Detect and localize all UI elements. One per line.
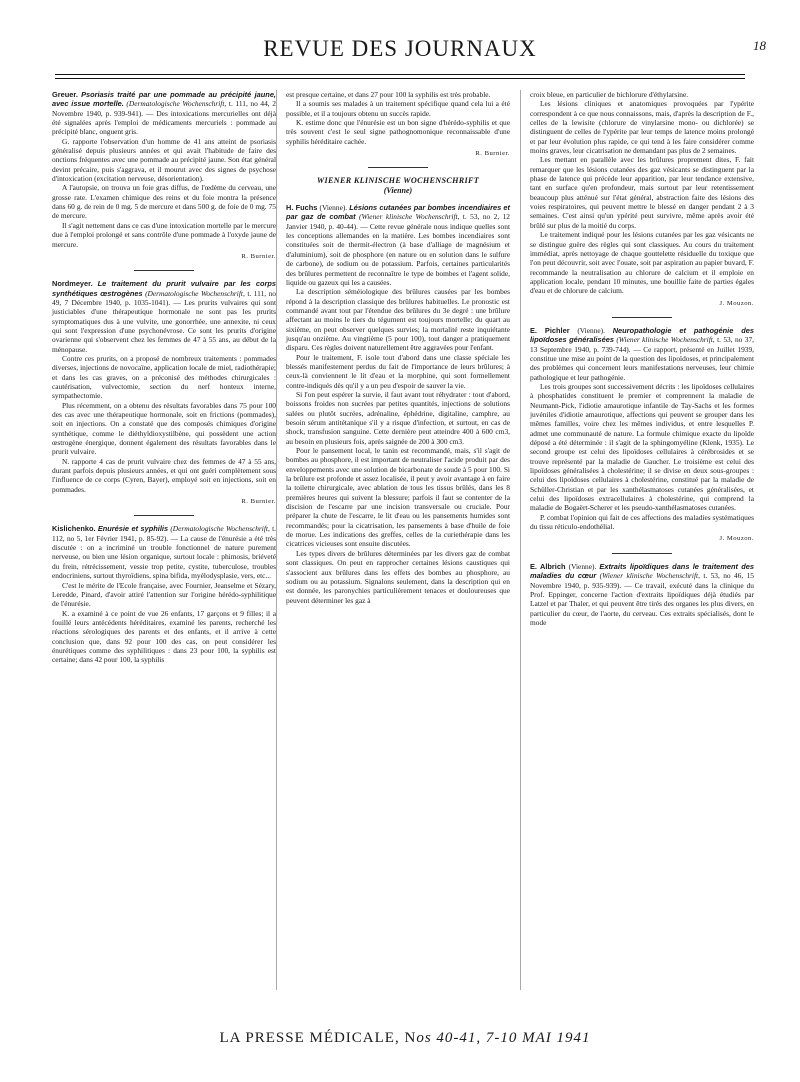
article-head (52, 90, 276, 137)
article-signature: J. Mouzon. (719, 299, 754, 307)
header-rule-thin (55, 78, 745, 79)
article-title: Extraits lipoïdiques dans le traitement des maladies du cœur (530, 561, 755, 581)
article-separator (368, 167, 428, 168)
article-paragraph: Les mettant en parallèle avec les brûlures proprement dites, F. fait remarquer que les lésions cutanées des gaz vésicants se distinguent par la phase de latence qui précède leur apparition, par leur tendance extensive, tant en surface qu'en profondeur, mais surtout par leur retentissement beaucoup plus atténué sur l'état général, abstraction faite des lésions des voies respiratoires, qui peuvent mettre le blessé en danger pendant 2 à 3 semaines. C'est ainsi qu'un ypérité peut survivre, même après avoir été brûlé sur plus de la moitié du corps. (530, 155, 754, 230)
article-signature: R. Burnier. (241, 498, 276, 506)
article-source: (Wiener klinische Wochenschrift, (616, 335, 715, 345)
article-kislichenko (52, 524, 276, 664)
article-nordmeyer (52, 279, 276, 506)
article-author: H. Fuchs (286, 203, 318, 213)
article-paragraph: A l'autopsie, on trouva un foie gras diffus, de l'œdème du cerveau, une grosse rate. L'examen chimique des reins et du foie montra la présence dans 60 g. de rein de 0 mg. 5 de mercure et dans 500 g. de foie de 0 mg. 75 de mercure. (52, 183, 276, 221)
article-title: Lésions cutanées par bombes incendiaires et par gaz de combat (286, 203, 511, 222)
article-ref: t. 53, no 2, 12 Janvier 1940, p. 40-44). — Cette revue générale nous indique quelles sont les conceptions allemandes en la matière. Les bombes incendiaires sont constituées soit de thermit-électron (à base d'alliage de magnésium et d'aluminium), soit de phosphore (en nature ou en solution dans le sulfure de carbone), de sodium ou de potassium. Parfois, certaines particularités des brûlures permettent de reconnaître le type de bombes et l'agent solide, liquide ou gazeux qui les a causées. (286, 212, 510, 287)
article-fuchs-continued (530, 90, 754, 308)
column-2 (286, 90, 510, 614)
article-paragraph: croix bleue, en particulier de bichlorure d'éthylarsine. (530, 90, 689, 99)
article-source: (Wiener klinische Wochenschrift, (599, 571, 700, 581)
article-source: (Dermatologische Wochenschrift, (126, 99, 227, 109)
article-paragraph: Les trois groupes sont successivement décrits : les lipoïdoses cellulaires à phosphatides constituent le premier et comprennent la maladie de Neumann-Pick, l'idiotie amaurotique infantile de Tay-Sachs et les formes juvéniles d'idiotie amaurotique, affections qui peuvent se grouper dans les mêmes familles, voire chez les mêmes individus, et entre lesquelles P. admet une communauté de nature. La formule chimique exacte du lipoïde déposé a été déterminée : il s'agit de la sphingomyéline (Klenk, 1935). Le second groupe est celui des lipoïdoses cellulaires à cérébrosides et se trouve représenté par la maladie de Gaucher. Le troisième est celui des lipoïdoses généralisées à cholestérine; il se divise en deux sous-groupes : celui des lipoïdoses cellulaires à cholestérine, constitué par la maladie de Schüller-Christian et par les xanthélasmatoses cutanées généralisées, et celui des lipoïdoses extracellulaires à cholestérine, qui comprend la maladie de Bogaërt-Scherer et les pseudo-xanthélasmatoses cutanées. (530, 381, 754, 513)
header-rule (55, 74, 745, 75)
article-paragraph: Pour le traitement, F. isole tout d'abord dans une classe spéciale les blessés manifestement perdus du fait de l'importance de leurs brûlures; à ceux-là conviennent le lit d'eau et la morphine, qui sont formellement contre-indiqués dès qu'il y a un peu d'espoir de sauver la vie. (286, 352, 510, 390)
article-author: E. Pichler (530, 325, 570, 335)
article-greuer (52, 90, 276, 261)
article-author: Greuer. (52, 90, 78, 99)
article-paragraph: Si l'on peut espérer la survie, il faut avant tout réhydrater : tout d'abord, boissons froides non sucrées par petites quantités, injections de solutions salées ou plutôt sucrées, adrénaline, éphédrine, digitaline, camphre, au besoin sérum antitétanique s'il y a risque d'infection, et surtout, en cas de shock, transfusion sanguine. Cette dernière peut atteindre 400 à 600 cm3, au besoin en plusieurs fois, après saignée de 200 à 300 cm3. (286, 389, 510, 446)
article-separator (612, 317, 672, 318)
article-paragraph: P. combat l'opinion qui fait de ces affections des maladies systématiques du tissu réticulo-endothélial. (530, 512, 754, 532)
article-albrich (530, 562, 754, 627)
article-separator (134, 270, 194, 271)
article-author: Kislichenko. (52, 524, 96, 534)
article-author: Nordmeyer. (52, 279, 93, 289)
article-signature: R. Burnier. (241, 252, 276, 260)
article-paragraph: C'est le mérite de l'Ecole française, avec Fournier, Jeanselme et Sézary, Leredde, Pinard, d'avoir attiré l'attention sur l'origine hérédo-syphilitique de l'énurésie. (52, 580, 276, 609)
journal-section-title: REVUE DES JOURNAUX (263, 36, 537, 61)
article-paragraph: N. rapporte 4 cas de prurit vulvaire chez des femmes de 47 à 55 ans, durant parfois depuis plusieurs années, et qui ont guéri complètement sous l'influence de ce corps (Cyren, Bayer), employé soit en injections, soit en pommades. (52, 456, 276, 494)
article-source: (Wiener klinische Wochenschrift, (359, 212, 460, 222)
article-head (52, 279, 276, 354)
article-paragraph: Il a soumis ses malades à un traitement spécifique quand cela lui a été possible, et il a toujours obtenu un succès rapide. (286, 99, 510, 118)
article-title: Neuropathologie et pathogénie des lipoïdoses généralisées (530, 325, 754, 345)
article-title: Psoriasis traité par une pommade au précipité jaune, avec issue mortelle. (52, 90, 276, 109)
article-signature: R. Burnier. (475, 150, 510, 158)
column-divider (276, 90, 277, 990)
article-paragraph: Pour le pansement local, le tanin est recommandé, mais, s'il s'agit de bombes au phosphore, il est important de neutraliser l'acide produit par des enveloppements avec une solution de bicarbonate de soude à 5 pour 100. Si la brûlure est profonde et assez localisée, il peut y avoir avantage à en faire la toilette chirurgicale, avec ablation de tous les tissus brûlés, dans les 8 premières heures qui suivent la blessure; parfois il faut se contenter de la discision de l'escarre par une incision transversale ou cruciale. Pour préparer la chute de l'escarre, le lit d'eau ou les pansements humides sont recommandés; pour la cicatrisation, les pansements à base d'huile de foie de morue. Les indications des greffes, celles de la curiethérapie dans les cicatrices vicieuses sont ensuite discutées. (286, 446, 510, 549)
article-paragraph: K. estime donc que l'énurésie est un bon signe d'hérédo-syphilis et que très souvent c'est le seul signe pathognomonique reconnaissable d'une syphilis héréditaire cachée. (286, 118, 510, 146)
column-3 (530, 90, 754, 636)
article-ref: t. 111, no 44, 2 Novembre 1940, p. 939-941). — Des intoxications mercurielles ont déjà été signalées après l'emploi de médicaments mercuriels : pommade au précipité blanc, onguent gris. (52, 99, 276, 137)
article-signature: J. Mouzon. (719, 535, 754, 543)
article-head (286, 203, 510, 287)
article-paragraph: est presque certaine, et dans 27 pour 100 la syphilis est très probable. (286, 90, 491, 99)
article-author: E. Albrich (530, 561, 566, 571)
article-head (530, 326, 754, 382)
page-header (30, 30, 770, 70)
article-separator (134, 515, 194, 516)
article-paragraph: Les types divers de brûlures déterminées par les divers gaz de combat sont classiques. On peut en rapprocher certaines lésions caustiques qui s'associent aux brûlures dans les effets des bombes au phosphore, au sodium ou au potassium. Signalons seulement, dans la description qui en est donnée, les paronychies particulièrement tenaces et douloureuses que peuvent déterminer les gaz à (286, 548, 510, 605)
footer-issue: os 40-41, 7-10 MAI 1941 (416, 1030, 591, 1046)
journal-city: (Vienne) (383, 185, 413, 195)
journal-heading: WIENER KLINISCHE WOCHENSCHRIFT (316, 176, 480, 186)
footer-publication: LA PRESSE MÉDICALE, N (219, 1030, 417, 1046)
article-paragraph: G. rapporte l'observation d'un homme de 41 ans atteint de psoriasis généralisé depuis plusieurs années et qui avait l'habitude de faire des onctions fréquentes avec une pommade au précipité jaune. Son état général devint précaire, puis s'aggrava, et il mourut avec des signes de psychose d'intoxication (excitation nerveuse, désorientation). (52, 136, 276, 184)
article-kislichenko-continued (286, 90, 510, 158)
page-footer (60, 1030, 750, 1047)
article-ref: t. 53, no 37, 13 Septembre 1940, p. 739-744). — Ce rapport, présenté en Juillet 1939, constitue une mise au point de la question des lipoïdoses, et principalement des problèmes qui concernent leurs manifestations nerveuses, leur chimie pathologique et leur pathogénie. (530, 335, 755, 382)
article-ref: t. 53, no 46, 15 Novembre 1940, p. 935-939). — Ce travail, exécuté dans la clinique du Prof. Eppinger, concerne l'action d'extraits lipoïdiques déjà étudiés par Latzel et par Thaler, et qui peuvent être tirés des organes les plus divers, en particulier du cœur, de l'aorte, du cerveau. Ces extraits spécialisés, dont le mode (530, 571, 754, 627)
article-head (530, 562, 754, 627)
page-number: 18 (753, 38, 766, 53)
article-separator (612, 553, 672, 554)
article-paragraph: Les lésions cliniques et anatomiques provoquées par l'ypérite correspondent à ce que nous connaissons, mais, d'après la description de F., celles de la lewisite (chlorure de vinylarsine mono- ou dichlorée) se distinguent de celles de l'ypérite par leur temps de latence moins prolongé et par leur évolution plus rapide, ce qui tend à les faire considérer comme moins graves, leur cicatrisation ne demandant pas plus de 2 semaines. (530, 99, 754, 156)
article-ref: t. 112, no 5, 1er Février 1941, p. 85-92). — La cause de l'énurésie a été très discutée : on a incriminé un trouble fonctionnel de nature purement nerveuse, ou bien une lésion organique, surtout locale : phimosis, briéveté du frein, rétrécissement, vessie trop petite, cystite, tuberculose, troubles endocriniens, surtout thyroïdiens, spina bifida, myélodysplasie, vers, etc... (52, 524, 276, 581)
article-head (52, 524, 276, 580)
article-paragraph: Le traitement indiqué pour les lésions cutanées par les gaz vésicants ne se distingue guère des règles qui sont classiques. Au cours du traitement immédiat, après nettoyage de chaque gouttelette résiduelle du toxique que l'on peut découvrir, soit avec l'ouate, soit par aspiration au papier buvard, F. recommande la neutralisation au chlorure de calcium et il emploie en application locale, pendant 10 minutes, une bouillie faite de parties égales d'eau et de chlorure de calcium. (530, 230, 754, 296)
article-place: (Vienne). (568, 561, 597, 571)
article-place: (Vienne). (319, 203, 348, 213)
article-paragraph: Il s'agit nettement dans ce cas d'une intoxication mortelle par le mercure due à l'emploi prolongé et sans contrôle d'une pommade à l'oxyde jaune de mercure. (52, 220, 276, 249)
article-paragraph: K. a examiné à ce point de vue 26 enfants, 17 garçons et 9 filles; il a fouillé leurs antécédents héréditaires, examiné les parents, recherché les réactions sérologiques des parents et des enfants, et il arrive à cette conclusion que, dans 92 pour 100 des cas, on peut considérer les énurétiques comme des syphilitiques : dans 23 pour 100, la syphilis est certaine; dans 42 pour 100, la syphilis (52, 608, 276, 665)
article-paragraph: Contre ces prurits, on a proposé de nombreux traitements : pommades diverses, injections de novocaïne, application locale de miel, radiothérapie; et dans les cas graves, on a préconisé des méthodes chirurgicales : cautérisation, vulvectomie, section du nerf honteux interne, sympathectomie. (52, 353, 276, 401)
article-source: (Dermatologische Wochenschrift, (170, 524, 270, 534)
article-ref: t. 111, no 49, 7 Décembre 1940, p. 1035-1041). — Les prurits vulvaires qui sont justiciables d'une thérapeutique hormonale ne sont pas les prurits symptomatiques dus à une vulvite, une gonorrhée, une annexite, ni ceux qui sont l'expression d'une psychonévrose. Ce sont les prurits d'origine ovarienne qui s'observent chez les femmes de 47 à 55 ans, au début de la ménopause. (52, 288, 276, 354)
article-source: (Dermatologische Wochenschrift, (145, 288, 245, 298)
article-paragraph: Plus récemment, on a obtenu des résultats favorables dans 75 pour 100 des cas avec une thérapeutique hormonale, soit en frictions (pommades), soit en injections. On a constaté que des composés chimiques d'origine synthétique, comme le diéthyldioxystilbène, qui possèdent une action œstrogène énergique, donnent également des résultats favorables dans le prurit vulvaire. (52, 400, 276, 457)
article-title: Le traitement du prurit vulvaire par les corps synthétiques œstrogènes (52, 279, 276, 298)
column-1 (52, 90, 276, 674)
article-pichler (530, 326, 754, 544)
column-divider (520, 90, 521, 990)
article-place: (Vienne). (577, 325, 605, 335)
article-title: Enurésie et syphilis (97, 524, 169, 534)
article-paragraph: La description séméiologique des brûlures causées par les bombes répond à la description classique des brûlures habituelles. Le pronostic est commandé avant tout par l'étendue des brûlures du 3e degré : une brûlure affectant au moins le tiers du tégument est toujours mortelle; du quart au sixième, on peut observer quelques survies; la mortalité reste inquiétante jusqu'au onzième. Au vingtième (5 pour 100), tout danger a pratiquement disparu. Ces règles doivent naturellement être aggravées pour l'enfant. (286, 287, 510, 353)
article-fuchs (286, 203, 510, 605)
